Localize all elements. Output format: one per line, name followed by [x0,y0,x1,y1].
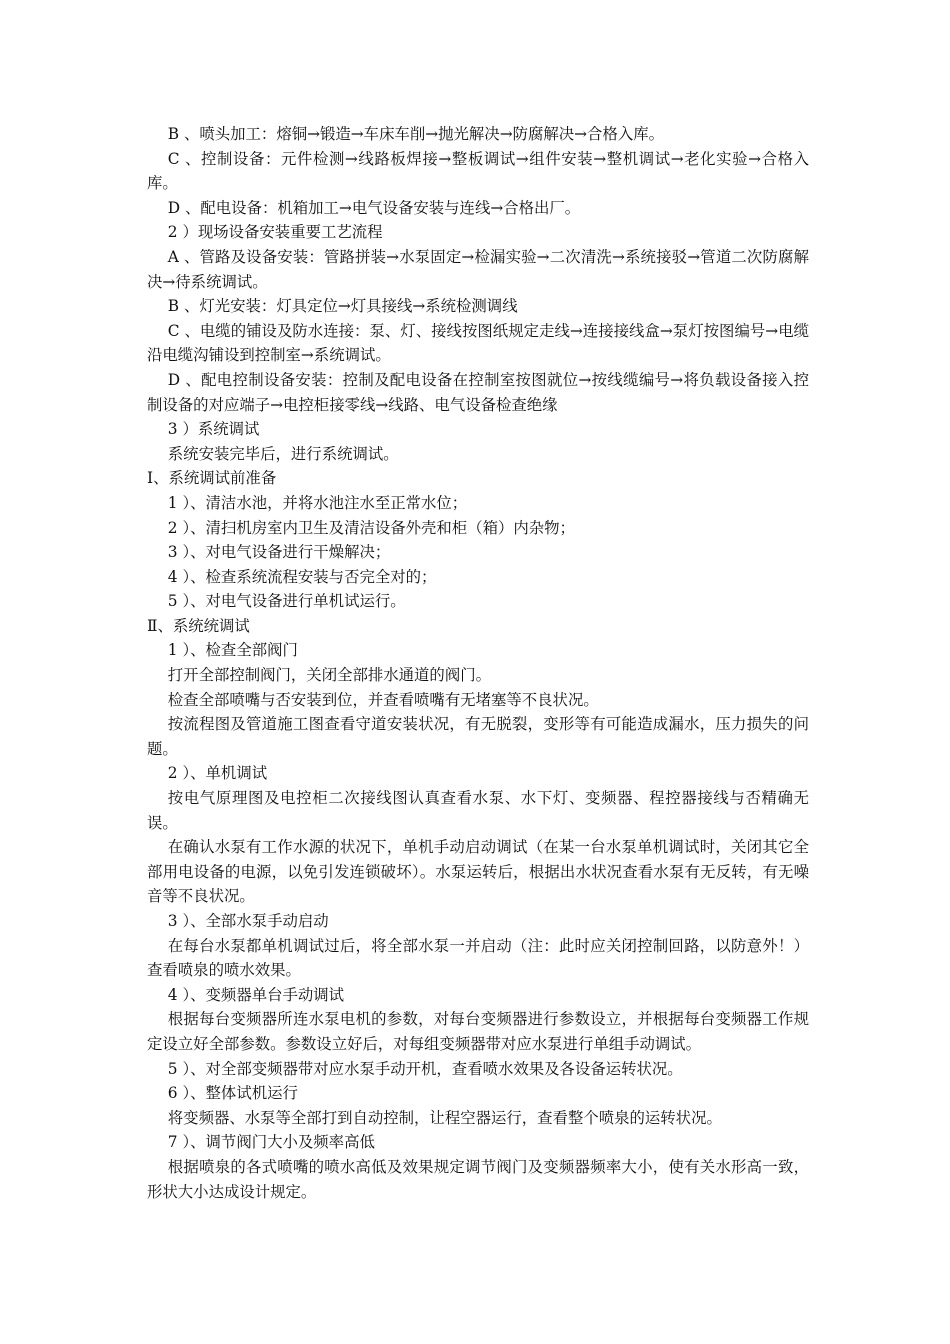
section-heading-2: 2 ）现场设备安装重要工艺流程 [167,223,383,242]
section-heading-3: 3 ）系统调试 [167,420,260,439]
paragraph-5: A 、管路及设备安装：管路拼装→水泵固定→检漏实验→二次清洗→系统接驳→管道二次防腐解决→待系统调试。 [147,247,809,291]
step-heading-5: 5 ）、对全部变频器带对应水泵手动开机，查看喷水效果及各设备运转状况。 [167,1059,683,1078]
step-heading-2: 2 ）、单机调试 [167,764,268,783]
paragraph-3: D 、配电设备：机箱加工→电气设备安装与连线→合格出厂。 [167,198,581,217]
paragraph-1: B 、喷头加工：熔铜→锻造→车床车削→抛光解决→防腐解决→合格入库。 [167,125,665,143]
list-item-prep-4: 4 ）、检查系统流程安装与否完全对的； [167,567,437,586]
step-heading-4: 4 ）、变频器单台手动调试 [167,985,345,1004]
step-heading-3: 3 ）、全部水泵手动启动 [167,912,329,930]
step-heading-1: 1 ）、检查全部阀门 [167,641,298,660]
list-item-prep-5: 5 ）、对电气设备进行单机试运行。 [167,592,406,611]
paragraph-26: 在每台水泵都单机调试过后，将全部水泵一并启动（注：此时应关闭控制回路，以防意外！）查看喷泉的喷水效果。 [147,936,809,980]
paragraph-20: 检查全部喷嘴与否安装到位，并查看喷嘴有无堵塞等不良状况。 [167,690,599,709]
subsection-heading-1: Ⅰ、系统调试前准备 [147,469,277,488]
paragraph-28: 根据每台变频器所连水泵电机的参数，对每台变频器进行参数设立，并根据每台变频器工作规定设立好全部参数。参数设立好后，对每组变频器带对应水泵进行单组手动调试。 [147,1010,809,1053]
list-item-prep-3: 3 ）、对电气设备进行干燥解决； [167,543,391,562]
paragraph-10: 系统安装完毕后，进行系统调试。 [167,444,399,463]
step-heading-7: 7 ）、调节阀门大小及频率高低 [167,1133,375,1152]
paragraph-19: 打开全部控制阀门，关闭全部排水通道的阀门。 [167,666,491,685]
paragraph-8: D 、配电控制设备安装：控制及配电设备在控制室按图就位→按线缆编号→将负载设备接入控制设备的对应端子→电控柜接零线→线路、电气设备检查绝缘 [147,370,809,414]
paragraph-21: 按流程图及管道施工图查看守道安装状况，有无脱裂，变形等有可能造成漏水，压力损失的问题。 [147,715,809,758]
list-item-prep-1: 1 ）、清洁水池，并将水池注水至正常水位； [167,493,468,512]
paragraph-7: C 、电缆的铺设及防水连接：泵、灯、接线按图纸规定走线→连接接线盒→泵灯按图编号→电缆沿电缆沟铺设到控制室→系统调试。 [147,321,809,365]
subsection-heading-2: Ⅱ、系统统调试 [147,616,250,635]
paragraph-23: 按电气原理图及电控柜二次接线图认真查看水泵、水下灯、变频器、程控器接线与否精确无误。 [147,789,809,832]
paragraph-2: C 、控制设备：元件检测→线路板焊接→整板调试→组件安装→整机调试→老化实验→合格入库。 [147,149,809,193]
paragraph-31: 将变频器、水泵等全部打到自动控制，让程空器运行，查看整个喷泉的运转状况。 [167,1108,722,1127]
step-heading-6: 6 ）、整体试机运行 [167,1084,298,1103]
document-page [147,122,809,1204]
paragraph-24: 在确认水泵有工作水源的状况下，单机手动启动调试（在某一台水泵单机调试时，关闭其它全部用电设备的电源，以免引发连锁破坏）。水泵运转后，根据出水状况查看水泵有无反转，有无噪音等不良状况。 [147,838,809,906]
paragraph-6: B 、灯光安装：灯具定位→灯具接线→系统检测调线 [167,297,518,316]
list-item-prep-2: 2 ）、清扫机房室内卫生及清洁设备外壳和柜（箱）内杂物； [167,518,575,537]
paragraph-33: 根据喷泉的各式喷嘴的喷水高低及效果规定调节阀门及变频器频率大小，使有关水形高一致，形状大小达成设计规定。 [147,1157,809,1201]
